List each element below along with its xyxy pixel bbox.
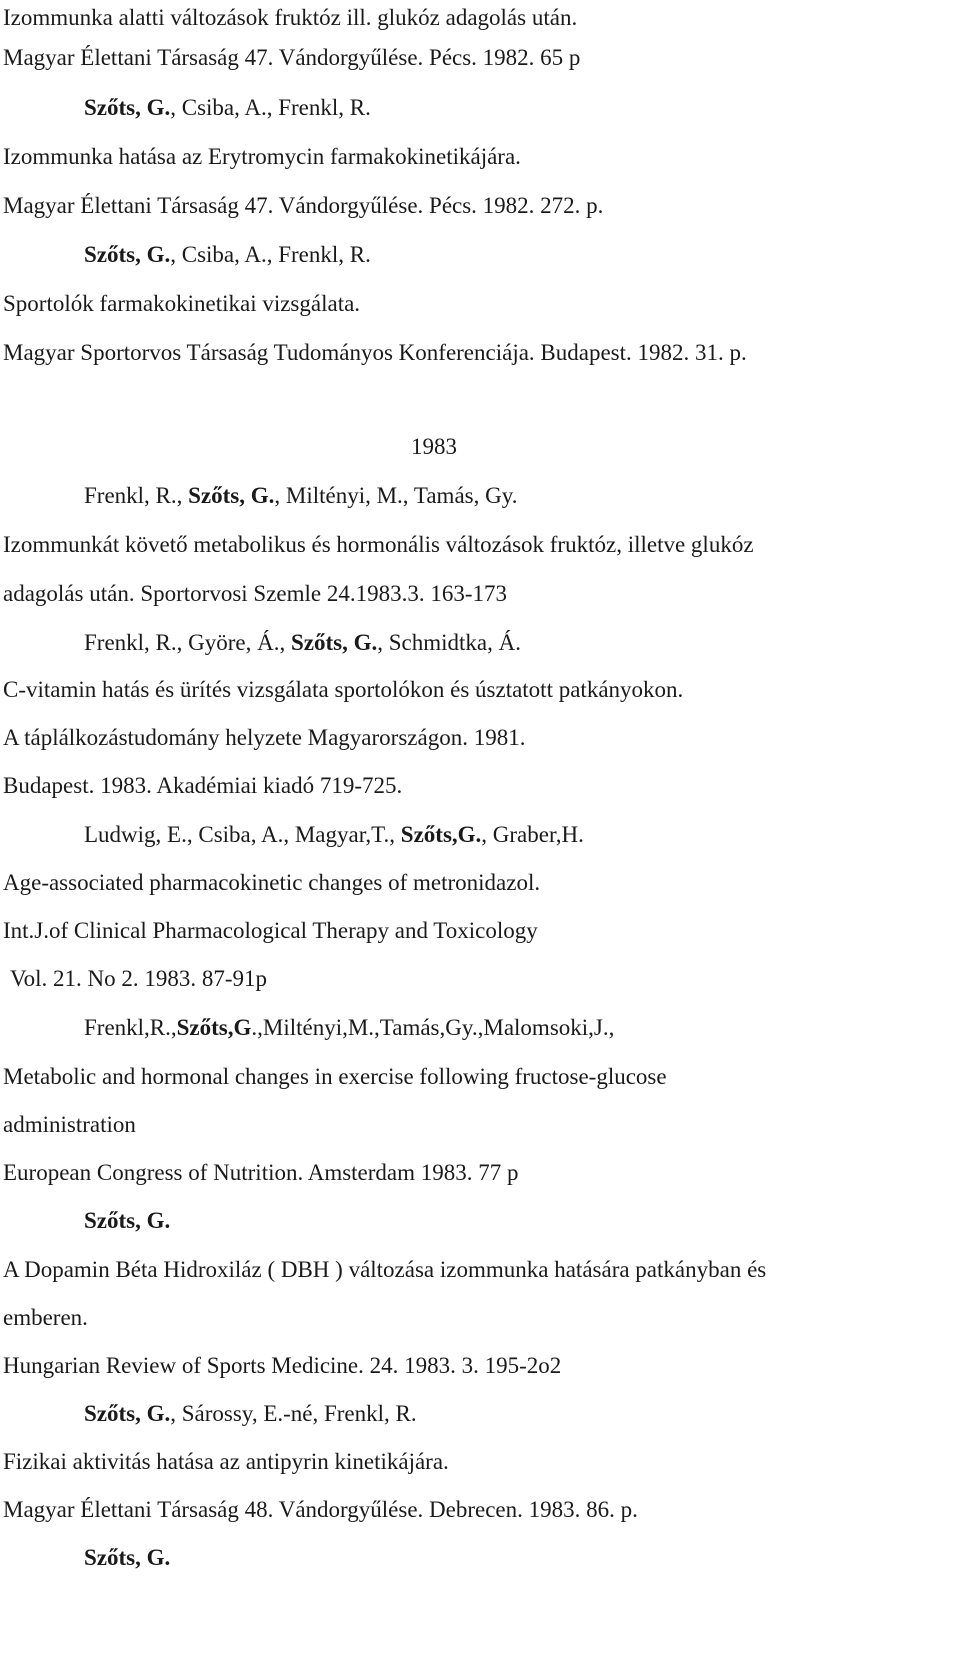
- entry-title: Izommunkát követő metabolikus és hormonális változások fruktóz, illetve glukóz: [3, 532, 754, 557]
- author-highlight: Szőts, G.: [84, 1401, 171, 1426]
- author-rest: Ludwig, E., Csiba, A., Magyar,T.,: [84, 822, 401, 847]
- entry-title: Sportolók farmakokinetikai vizsgálata.: [3, 291, 361, 316]
- entry-source: adagolás után. Sportorvosi Szemle 24.1983.3. 163-173: [3, 581, 508, 606]
- author-highlight: Szőts, G.: [84, 95, 171, 120]
- entry-authors: [84, 1013, 614, 1043]
- entry-source: Magyar Élettani Társaság 47. Vándorgyűlése. Pécs. 1982. 65 p: [3, 45, 581, 70]
- entry-authors: [84, 240, 371, 270]
- entry-title: Izommunka hatása az Erytromycin farmakokinetikájára.: [3, 144, 521, 169]
- entry-source: Magyar Élettani Társaság 47. Vándorgyűlése. Pécs. 1982. 272. p.: [3, 193, 604, 218]
- author-rest: , Miltényi, M., Tamás, Gy.: [274, 483, 518, 508]
- entry-authors: [84, 1206, 170, 1236]
- author-rest: , Schmidtka, Á.: [377, 630, 521, 655]
- entry-source: Hungarian Review of Sports Medicine. 24. 1983. 3. 195-2o2: [3, 1353, 562, 1378]
- entry-authors: [84, 93, 371, 123]
- author-rest: , Sárossy, E.-né, Frenkl, R.: [170, 1401, 417, 1426]
- entry-title: Izommunka alatti változások fruktóz ill. glukóz adagolás után.: [3, 5, 578, 30]
- author-highlight: Szőts,G.: [400, 822, 482, 847]
- entry-source: A táplálkozástudomány helyzete Magyarországon. 1981.: [3, 725, 526, 750]
- entry-title: Metabolic and hormonal changes in exercise following fructose-glucose: [3, 1064, 667, 1089]
- entry-source: Budapest. 1983. Akadémiai kiadó 719-725.: [3, 773, 403, 798]
- entry-source: European Congress of Nutrition. Amsterdam 1983. 77 p: [3, 1160, 519, 1185]
- entry-source: Int.J.of Clinical Pharmacological Therapy and Toxicology: [3, 918, 538, 943]
- entry-authors: [84, 820, 584, 850]
- author-highlight: Szőts, G.: [84, 1545, 171, 1570]
- author-rest: .,Miltényi,M.,Tamás,Gy.,Malomsoki,J.,: [251, 1015, 615, 1040]
- entry-title: administration: [3, 1112, 136, 1137]
- entry-source: Magyar Élettani Társaság 48. Vándorgyűlése. Debrecen. 1983. 86. p.: [3, 1497, 638, 1522]
- author-rest: Frenkl,R.,: [84, 1015, 177, 1040]
- entry-title: emberen.: [3, 1305, 88, 1330]
- entry-authors: [84, 628, 521, 658]
- author-highlight: Szőts, G.: [188, 483, 275, 508]
- entry-title: Age-associated pharmacokinetic changes of metronidazol.: [3, 870, 541, 895]
- entry-authors: [84, 1399, 417, 1429]
- year-heading: 1983: [411, 434, 457, 459]
- entry-title: Fizikai aktivitás hatása az antipyrin kinetikájára.: [3, 1449, 449, 1474]
- author-highlight: Szőts,G: [176, 1015, 252, 1040]
- author-highlight: Szőts, G.: [290, 630, 378, 655]
- entry-source: Magyar Sportorvos Társaság Tudományos Konferenciája. Budapest. 1982. 31. p.: [3, 340, 747, 365]
- author-rest: Frenkl, R.,: [84, 483, 189, 508]
- entry-title: A Dopamin Béta Hidroxiláz ( DBH ) változása izommunka hatására patkányban és: [3, 1257, 767, 1282]
- entry-source: Vol. 21. No 2. 1983. 87-91p: [10, 966, 268, 991]
- entry-authors: [84, 481, 517, 511]
- author-rest: , Graber,H.: [481, 822, 584, 847]
- author-highlight: Szőts, G.: [84, 1208, 171, 1233]
- author-highlight: Szőts, G.: [84, 242, 171, 267]
- entry-authors: [84, 1543, 170, 1573]
- author-rest: , Csiba, A., Frenkl, R.: [170, 242, 371, 267]
- author-rest: , Csiba, A., Frenkl, R.: [170, 95, 371, 120]
- author-rest: Frenkl, R., Györe, Á.,: [84, 630, 291, 655]
- entry-title: C-vitamin hatás és ürítés vizsgálata sportolókon és úsztatott patkányokon.: [3, 677, 684, 702]
